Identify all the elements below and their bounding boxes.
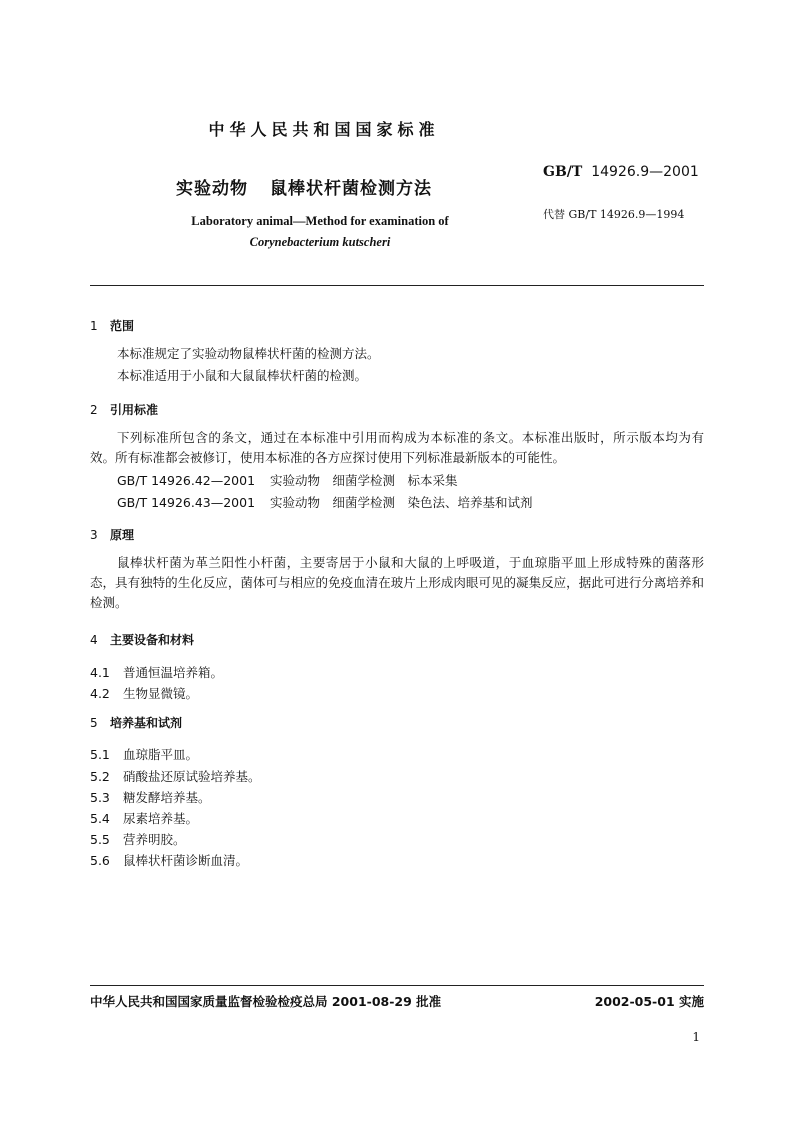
reference-text: 实验动物 细菌学检测 标本采集 <box>270 473 458 488</box>
section-title: 引用标准 <box>110 403 159 417</box>
national-standard-title: 中华人民共和国国家标准 <box>208 120 440 139</box>
section-2-heading <box>90 401 158 418</box>
english-title-line-1: Laboratory animal—Method for examination of <box>191 214 449 228</box>
standard-title <box>176 174 432 199</box>
item-text: 尿素培养基。 <box>123 811 199 826</box>
item-text: 糖发酵培养基。 <box>123 790 211 805</box>
reference-code: GB/T 14926.43—2001 <box>117 495 256 510</box>
implementation-date: 2002-05-01 实施 <box>594 994 704 1009</box>
section-number: 1 <box>90 319 98 333</box>
item-text: 营养明胶。 <box>123 832 186 847</box>
section-1-paragraph-2: 本标准适用于小鼠和大鼠鼠棒状杆菌的检测。 <box>117 368 368 383</box>
section-3-paragraph: 鼠棒状杆菌为革兰阳性小杆菌，主要寄居于小鼠和大鼠的上呼吸道，于血琼脂平皿上形成特殊的菌落形态，具有独特的生化反应，菌体可与相应的免疫血清在玻片上形成肉眼可见的凝集反应，据此可进行分离培养和检测。 <box>90 555 704 610</box>
item-number: 5.4 <box>90 811 110 826</box>
reference-text: 实验动物 细菌学检测 染色法、培养基和试剂 <box>270 495 533 510</box>
title-part-2: 鼠棒状杆菌检测方法 <box>270 179 432 199</box>
reference-item <box>117 493 533 511</box>
title-part-1: 实验动物 <box>176 179 248 199</box>
item-text: 普通恒温培养箱。 <box>123 665 224 680</box>
list-item <box>90 663 223 681</box>
list-item <box>90 745 198 763</box>
english-title <box>150 211 490 253</box>
item-number: 5.2 <box>90 769 110 784</box>
header-divider <box>90 285 704 286</box>
page-number: 1 <box>692 1030 700 1044</box>
section-2-paragraph: 下列标准所包含的条文，通过在本标准中引用而构成为本标准的条文。本标准出版时，所示版本均为有效。所有标准都会被修订，使用本标准的各方应探讨使用下列标准最新版本的可能性。 <box>90 430 704 465</box>
replaces-note: 代替 GB/T 14926.9—1994 <box>543 208 685 221</box>
item-text: 鼠棒状杆菌诊断血清。 <box>123 853 249 868</box>
code-prefix: GB/T <box>543 164 583 180</box>
list-item <box>90 851 248 869</box>
list-item <box>90 809 198 827</box>
section-title: 范围 <box>110 319 135 333</box>
english-title-line-2: Corynebacterium kutscheri <box>249 235 391 249</box>
section-1-paragraph-1: 本标准规定了实验动物鼠棒状杆菌的检测方法。 <box>117 346 380 361</box>
item-number: 5.6 <box>90 853 110 868</box>
section-number: 3 <box>90 528 98 542</box>
section-4-heading <box>90 631 194 648</box>
list-item <box>90 830 186 848</box>
section-1-heading <box>90 317 134 334</box>
reference-item <box>117 471 458 489</box>
item-number: 5.1 <box>90 747 110 762</box>
section-5-heading <box>90 714 182 731</box>
section-3-heading <box>90 526 134 543</box>
item-number: 5.3 <box>90 790 110 805</box>
section-title: 原理 <box>110 528 135 542</box>
item-number: 4.2 <box>90 686 110 701</box>
item-text: 硝酸盐还原试验培养基。 <box>123 769 261 784</box>
item-number: 4.1 <box>90 665 110 680</box>
list-item <box>90 684 198 702</box>
section-title: 培养基和试剂 <box>110 716 183 730</box>
item-text: 血琼脂平皿。 <box>123 747 199 762</box>
standard-code <box>543 164 699 180</box>
code-number: 14926.9—2001 <box>591 164 699 180</box>
list-item <box>90 788 211 806</box>
section-number: 4 <box>90 633 98 647</box>
reference-code: GB/T 14926.42—2001 <box>117 473 256 488</box>
approval-line: 中华人民共和国国家质量监督检验检疫总局 2001-08-29 批准 <box>90 994 442 1009</box>
footer-divider <box>90 985 704 986</box>
section-number: 2 <box>90 403 98 417</box>
item-text: 生物显微镜。 <box>123 686 199 701</box>
section-number: 5 <box>90 716 98 730</box>
section-title: 主要设备和材料 <box>110 633 195 647</box>
list-item <box>90 767 261 785</box>
item-number: 5.5 <box>90 832 110 847</box>
